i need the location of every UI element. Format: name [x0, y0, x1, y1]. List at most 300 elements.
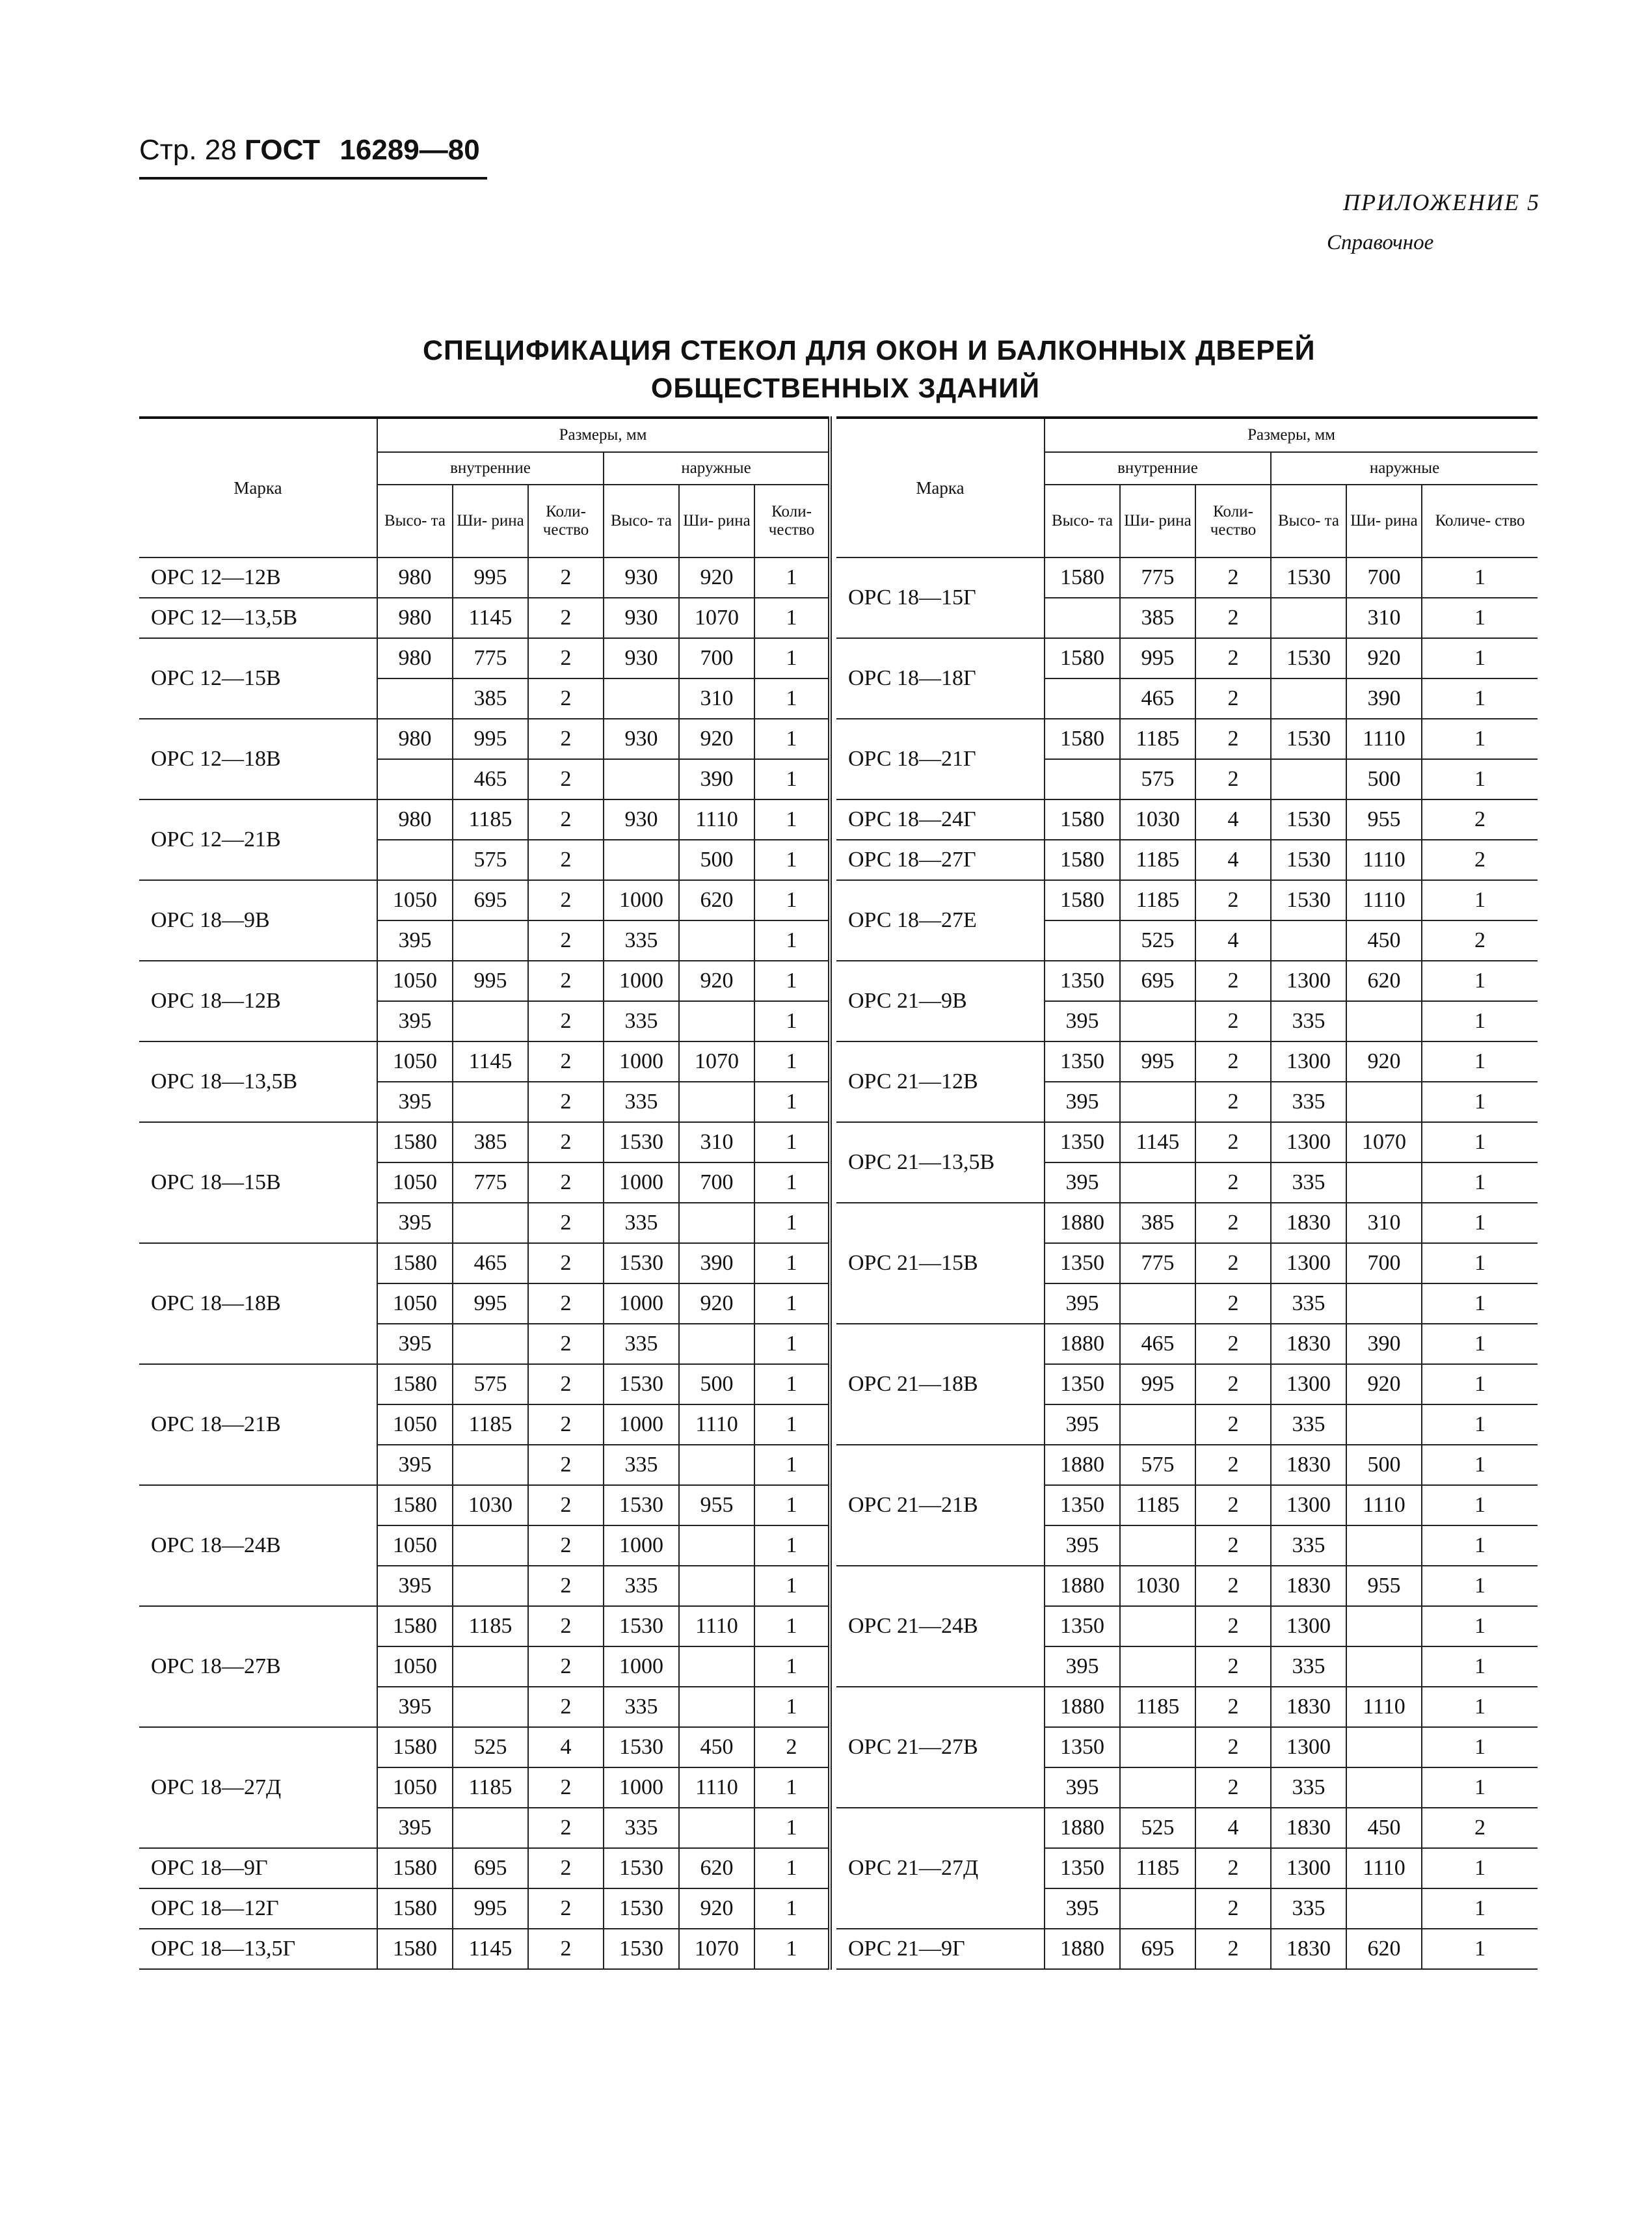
value-cell: 1530: [604, 1606, 679, 1646]
value-cell: 1: [754, 678, 830, 719]
value-cell: [453, 1646, 528, 1687]
value-cell: 1050: [377, 1162, 453, 1203]
value-cell: 335: [1271, 1888, 1346, 1929]
value-cell: 1880: [1045, 1566, 1120, 1606]
value-cell: 1185: [1120, 1848, 1195, 1888]
value-cell: [1120, 1888, 1195, 1929]
value-cell: 1: [754, 1445, 830, 1485]
value-cell: 1580: [377, 1364, 453, 1404]
value-cell: [1346, 1082, 1422, 1122]
mark-cell: ОРС 12—12В: [139, 557, 377, 598]
value-cell: 2: [528, 1082, 604, 1122]
value-cell: 2: [528, 1364, 604, 1404]
value-cell: [679, 1808, 754, 1848]
col-header-outer: наружные: [604, 452, 830, 485]
value-cell: 1: [754, 880, 830, 920]
value-cell: 1110: [1346, 1485, 1422, 1525]
value-cell: 2: [1422, 920, 1538, 961]
page-title: [423, 332, 1316, 407]
value-cell: 2: [1195, 1001, 1271, 1041]
value-cell: 2: [754, 1727, 830, 1767]
value-cell: 920: [679, 961, 754, 1001]
mark-cell: ОРС 18—15Г: [836, 557, 1045, 638]
value-cell: 390: [679, 759, 754, 799]
value-cell: 1530: [1271, 799, 1346, 840]
value-cell: 995: [453, 1283, 528, 1324]
value-cell: 2: [528, 1283, 604, 1324]
value-cell: 2: [528, 1041, 604, 1082]
table-row: [139, 799, 830, 840]
value-cell: 2: [528, 1525, 604, 1566]
value-cell: 1: [1422, 880, 1538, 920]
value-cell: 1300: [1271, 1485, 1346, 1525]
value-cell: 700: [1346, 557, 1422, 598]
value-cell: 1110: [1346, 880, 1422, 920]
value-cell: 2: [528, 1646, 604, 1687]
value-cell: 2: [1195, 1566, 1271, 1606]
value-cell: 1110: [679, 1404, 754, 1445]
value-cell: 395: [1045, 1162, 1120, 1203]
value-cell: 4: [1195, 840, 1271, 880]
value-cell: 930: [604, 557, 679, 598]
value-cell: 335: [1271, 1404, 1346, 1445]
value-cell: 1580: [1045, 719, 1120, 759]
value-cell: 2: [528, 1566, 604, 1606]
value-cell: 385: [453, 678, 528, 719]
value-cell: 775: [1120, 557, 1195, 598]
mark-cell: ОРС 18—13,5Г: [139, 1929, 377, 1969]
table-row: [836, 1566, 1538, 1606]
value-cell: 930: [604, 598, 679, 638]
value-cell: 2: [1195, 557, 1271, 598]
value-cell: [1045, 920, 1120, 961]
value-cell: [377, 678, 453, 719]
table-row: [836, 1445, 1538, 1485]
value-cell: [453, 1687, 528, 1727]
value-cell: 1070: [1346, 1122, 1422, 1162]
value-cell: 2: [1195, 1727, 1271, 1767]
value-cell: 2: [1195, 1525, 1271, 1566]
value-cell: 1: [754, 1243, 830, 1283]
value-cell: [1271, 678, 1346, 719]
value-cell: 1: [1422, 1566, 1538, 1606]
value-cell: 4: [1195, 920, 1271, 961]
value-cell: 2: [1195, 880, 1271, 920]
table-row: [836, 1687, 1538, 1727]
value-cell: [1271, 759, 1346, 799]
value-cell: 1: [754, 1001, 830, 1041]
table-row: [139, 557, 830, 598]
mark-cell: ОРС 21—9Г: [836, 1929, 1045, 1969]
value-cell: [679, 1001, 754, 1041]
value-cell: 1350: [1045, 1364, 1120, 1404]
value-cell: 2: [1195, 598, 1271, 638]
value-cell: 4: [528, 1727, 604, 1767]
value-cell: 1: [754, 638, 830, 678]
value-cell: 1110: [679, 1606, 754, 1646]
value-cell: 1830: [1271, 1808, 1346, 1848]
value-cell: 390: [1346, 678, 1422, 719]
page-label: Стр. 28: [139, 134, 237, 166]
table-row: [139, 961, 830, 1001]
value-cell: 335: [1271, 1082, 1346, 1122]
value-cell: 525: [453, 1727, 528, 1767]
value-cell: 1: [1422, 1203, 1538, 1243]
value-cell: 1: [1422, 1848, 1538, 1888]
value-cell: [377, 759, 453, 799]
value-cell: [604, 840, 679, 880]
value-cell: 995: [1120, 1041, 1195, 1082]
col-header-inner: внутренние: [377, 452, 604, 485]
value-cell: 2: [1195, 1404, 1271, 1445]
value-cell: [1120, 1162, 1195, 1203]
value-cell: 335: [1271, 1283, 1346, 1324]
value-cell: 1: [1422, 1283, 1538, 1324]
mark-cell: ОРС 18—27Г: [836, 840, 1045, 880]
value-cell: 2: [1195, 1929, 1271, 1969]
value-cell: 1: [754, 1767, 830, 1808]
value-cell: 1530: [604, 1888, 679, 1929]
col-header-width: Ши- рина: [679, 485, 754, 557]
mark-cell: ОРС 18—18В: [139, 1243, 377, 1364]
table-row: [836, 557, 1538, 598]
value-cell: 1580: [377, 1848, 453, 1888]
value-cell: 695: [453, 1848, 528, 1888]
value-cell: 1185: [453, 799, 528, 840]
value-cell: 395: [1045, 1888, 1120, 1929]
value-cell: 2: [528, 840, 604, 880]
value-cell: [679, 1646, 754, 1687]
col-header-mark: Марка: [139, 418, 377, 557]
value-cell: 395: [1045, 1646, 1120, 1687]
value-cell: 2: [528, 1485, 604, 1525]
value-cell: 2: [1195, 1203, 1271, 1243]
value-cell: 1: [1422, 1122, 1538, 1162]
value-cell: [1120, 1767, 1195, 1808]
value-cell: 1000: [604, 1162, 679, 1203]
value-cell: 1000: [604, 1283, 679, 1324]
value-cell: 2: [1195, 1445, 1271, 1485]
value-cell: 2: [528, 1606, 604, 1646]
value-cell: 1350: [1045, 1122, 1120, 1162]
value-cell: 695: [1120, 961, 1195, 1001]
value-cell: 395: [377, 1808, 453, 1848]
value-cell: 1: [754, 759, 830, 799]
value-cell: 450: [1346, 920, 1422, 961]
value-cell: [1120, 1606, 1195, 1646]
value-cell: 1300: [1271, 1606, 1346, 1646]
value-cell: 2: [528, 880, 604, 920]
value-cell: 2: [528, 759, 604, 799]
value-cell: 2: [1195, 678, 1271, 719]
value-cell: 2: [528, 1687, 604, 1727]
value-cell: 930: [604, 638, 679, 678]
value-cell: 1: [1422, 961, 1538, 1001]
value-cell: 395: [377, 1082, 453, 1122]
value-cell: [453, 1445, 528, 1485]
value-cell: 1070: [679, 598, 754, 638]
standard-label: ГОСТ: [245, 134, 321, 166]
table-row: [139, 719, 830, 759]
value-cell: 1050: [377, 1283, 453, 1324]
value-cell: 2: [1195, 961, 1271, 1001]
value-cell: 1: [754, 1525, 830, 1566]
value-cell: 2: [1195, 759, 1271, 799]
value-cell: 2: [528, 799, 604, 840]
value-cell: 2: [1195, 1606, 1271, 1646]
value-cell: 1030: [1120, 1566, 1195, 1606]
value-cell: 335: [604, 920, 679, 961]
value-cell: 2: [1422, 799, 1538, 840]
value-cell: 2: [528, 1929, 604, 1969]
value-cell: 2: [528, 1001, 604, 1041]
table-row: [139, 1041, 830, 1082]
value-cell: 335: [604, 1001, 679, 1041]
value-cell: 465: [453, 759, 528, 799]
value-cell: 335: [1271, 1646, 1346, 1687]
value-cell: 1880: [1045, 1687, 1120, 1727]
value-cell: 335: [1271, 1001, 1346, 1041]
value-cell: [1120, 1646, 1195, 1687]
value-cell: 395: [1045, 1082, 1120, 1122]
value-cell: 1530: [604, 1727, 679, 1767]
mark-cell: ОРС 12—15В: [139, 638, 377, 719]
value-cell: 1580: [377, 1485, 453, 1525]
value-cell: 385: [1120, 598, 1195, 638]
value-cell: 2: [528, 1767, 604, 1808]
value-cell: 450: [679, 1727, 754, 1767]
page-header: [139, 134, 480, 167]
spec-table-right: [836, 416, 1538, 1970]
value-cell: 1350: [1045, 1848, 1120, 1888]
value-cell: 1580: [377, 1606, 453, 1646]
value-cell: 1530: [1271, 840, 1346, 880]
value-cell: 1: [1422, 638, 1538, 678]
value-cell: 2: [1195, 1364, 1271, 1404]
value-cell: 465: [1120, 1324, 1195, 1364]
value-cell: 695: [1120, 1929, 1195, 1969]
col-header-width: Ши- рина: [1346, 485, 1422, 557]
value-cell: 1185: [1120, 719, 1195, 759]
value-cell: 1: [754, 840, 830, 880]
value-cell: 395: [1045, 1525, 1120, 1566]
value-cell: 1110: [679, 1767, 754, 1808]
value-cell: [1045, 598, 1120, 638]
value-cell: [679, 1324, 754, 1364]
value-cell: 1350: [1045, 1243, 1120, 1283]
value-cell: 1880: [1045, 1808, 1120, 1848]
col-header-sizes: Размеры, мм: [1045, 418, 1538, 452]
value-cell: [1346, 1162, 1422, 1203]
value-cell: [1346, 1646, 1422, 1687]
value-cell: 1530: [1271, 719, 1346, 759]
value-cell: [1120, 1525, 1195, 1566]
table-row: [139, 1606, 830, 1646]
value-cell: 465: [453, 1243, 528, 1283]
value-cell: 920: [1346, 1041, 1422, 1082]
value-cell: 1: [1422, 719, 1538, 759]
mark-cell: ОРС 21—21В: [836, 1445, 1045, 1566]
value-cell: 920: [1346, 1364, 1422, 1404]
value-cell: 2: [1195, 1767, 1271, 1808]
value-cell: [377, 840, 453, 880]
value-cell: 1: [754, 1888, 830, 1929]
value-cell: 1: [1422, 1727, 1538, 1767]
value-cell: 1030: [1120, 799, 1195, 840]
value-cell: 2: [1195, 1243, 1271, 1283]
value-cell: [1120, 1404, 1195, 1445]
value-cell: 1580: [1045, 840, 1120, 880]
value-cell: 1880: [1045, 1445, 1120, 1485]
value-cell: 1: [754, 1162, 830, 1203]
title-line-2: ОБЩЕСТВЕННЫХ ЗДАНИЙ: [650, 373, 1041, 404]
value-cell: 1530: [604, 1122, 679, 1162]
mark-cell: ОРС 21—13,5В: [836, 1122, 1045, 1203]
value-cell: 395: [377, 1001, 453, 1041]
value-cell: 310: [1346, 598, 1422, 638]
value-cell: [1346, 1001, 1422, 1041]
value-cell: 1185: [1120, 1687, 1195, 1727]
table-row: [139, 1848, 830, 1888]
value-cell: [1346, 1767, 1422, 1808]
mark-cell: ОРС 18—27Д: [139, 1727, 377, 1848]
value-cell: 1: [754, 799, 830, 840]
mark-cell: ОРС 18—18Г: [836, 638, 1045, 719]
value-cell: 920: [679, 719, 754, 759]
mark-cell: ОРС 18—21Г: [836, 719, 1045, 799]
value-cell: 1: [1422, 1606, 1538, 1646]
value-cell: 2: [1195, 1122, 1271, 1162]
value-cell: 930: [604, 719, 679, 759]
table-row: [836, 880, 1538, 920]
value-cell: 1050: [377, 1404, 453, 1445]
value-cell: 1: [1422, 557, 1538, 598]
value-cell: 1580: [1045, 557, 1120, 598]
value-cell: 955: [679, 1485, 754, 1525]
value-cell: 995: [453, 961, 528, 1001]
value-cell: 1000: [604, 961, 679, 1001]
value-cell: 1000: [604, 1767, 679, 1808]
value-cell: 1530: [604, 1243, 679, 1283]
value-cell: 1: [1422, 759, 1538, 799]
value-cell: 1070: [679, 1929, 754, 1969]
value-cell: 1: [754, 1364, 830, 1404]
header-rule: [139, 177, 487, 180]
value-cell: 695: [453, 880, 528, 920]
value-cell: 1: [754, 1203, 830, 1243]
col-header-count: Количе- ство: [1422, 485, 1538, 557]
mark-cell: ОРС 21—18В: [836, 1324, 1045, 1445]
value-cell: 310: [1346, 1203, 1422, 1243]
value-cell: 995: [1120, 1364, 1195, 1404]
value-cell: 335: [604, 1324, 679, 1364]
value-cell: 1: [1422, 1687, 1538, 1727]
mark-cell: ОРС 18—15В: [139, 1122, 377, 1243]
value-cell: 1: [754, 1606, 830, 1646]
value-cell: 1110: [1346, 719, 1422, 759]
value-cell: 2: [528, 1808, 604, 1848]
value-cell: 575: [1120, 759, 1195, 799]
value-cell: 1350: [1045, 1485, 1120, 1525]
value-cell: 1880: [1045, 1929, 1120, 1969]
value-cell: 1: [754, 1082, 830, 1122]
value-cell: [1346, 1525, 1422, 1566]
value-cell: 2: [528, 1404, 604, 1445]
value-cell: [1120, 1727, 1195, 1767]
col-header-height: Высо- та: [1045, 485, 1120, 557]
value-cell: 1: [754, 1646, 830, 1687]
value-cell: 385: [453, 1122, 528, 1162]
value-cell: 395: [1045, 1001, 1120, 1041]
col-header-height: Высо- та: [377, 485, 453, 557]
value-cell: 1880: [1045, 1324, 1120, 1364]
value-cell: 2: [1422, 840, 1538, 880]
value-cell: 4: [1195, 799, 1271, 840]
value-cell: 1030: [453, 1485, 528, 1525]
mark-cell: ОРС 12—18В: [139, 719, 377, 799]
value-cell: 1050: [377, 1041, 453, 1082]
value-cell: 1830: [1271, 1929, 1346, 1969]
value-cell: 1145: [453, 1929, 528, 1969]
value-cell: 1830: [1271, 1687, 1346, 1727]
col-header-width: Ши- рина: [453, 485, 528, 557]
col-header-outer: наружные: [1271, 452, 1538, 485]
value-cell: 1300: [1271, 1243, 1346, 1283]
value-cell: 1: [1422, 1364, 1538, 1404]
standard-number: 16289—80: [340, 134, 480, 166]
table-row: [836, 840, 1538, 880]
value-cell: [453, 1001, 528, 1041]
value-cell: 1: [1422, 1041, 1538, 1082]
value-cell: 700: [1346, 1243, 1422, 1283]
value-cell: 395: [377, 1324, 453, 1364]
value-cell: 2: [528, 920, 604, 961]
value-cell: 980: [377, 799, 453, 840]
table-row: [836, 799, 1538, 840]
value-cell: 2: [1195, 1162, 1271, 1203]
appendix-label: ПРИЛОЖЕНИЕ 5: [1343, 189, 1540, 215]
value-cell: 2: [1195, 1082, 1271, 1122]
value-cell: [1120, 1082, 1195, 1122]
value-cell: 620: [679, 1848, 754, 1888]
value-cell: 500: [1346, 1445, 1422, 1485]
value-cell: 2: [1195, 1485, 1271, 1525]
value-cell: [1120, 1283, 1195, 1324]
value-cell: 500: [1346, 759, 1422, 799]
table-row: [139, 598, 830, 638]
value-cell: 1: [1422, 1082, 1538, 1122]
value-cell: 335: [604, 1687, 679, 1727]
value-cell: 995: [453, 719, 528, 759]
value-cell: 390: [1346, 1324, 1422, 1364]
value-cell: 1300: [1271, 1364, 1346, 1404]
spec-table-left: [139, 416, 832, 1970]
value-cell: 465: [1120, 678, 1195, 719]
value-cell: 1580: [377, 1243, 453, 1283]
mark-cell: ОРС 21—9В: [836, 961, 1045, 1041]
value-cell: 2: [528, 1122, 604, 1162]
col-header-count: Коли- чество: [1195, 485, 1271, 557]
value-cell: 1110: [679, 799, 754, 840]
value-cell: 390: [679, 1243, 754, 1283]
value-cell: 525: [1120, 920, 1195, 961]
value-cell: 1: [754, 1283, 830, 1324]
value-cell: 335: [604, 1566, 679, 1606]
value-cell: [453, 1082, 528, 1122]
value-cell: 1: [1422, 1243, 1538, 1283]
value-cell: 1185: [453, 1606, 528, 1646]
value-cell: 1: [754, 598, 830, 638]
